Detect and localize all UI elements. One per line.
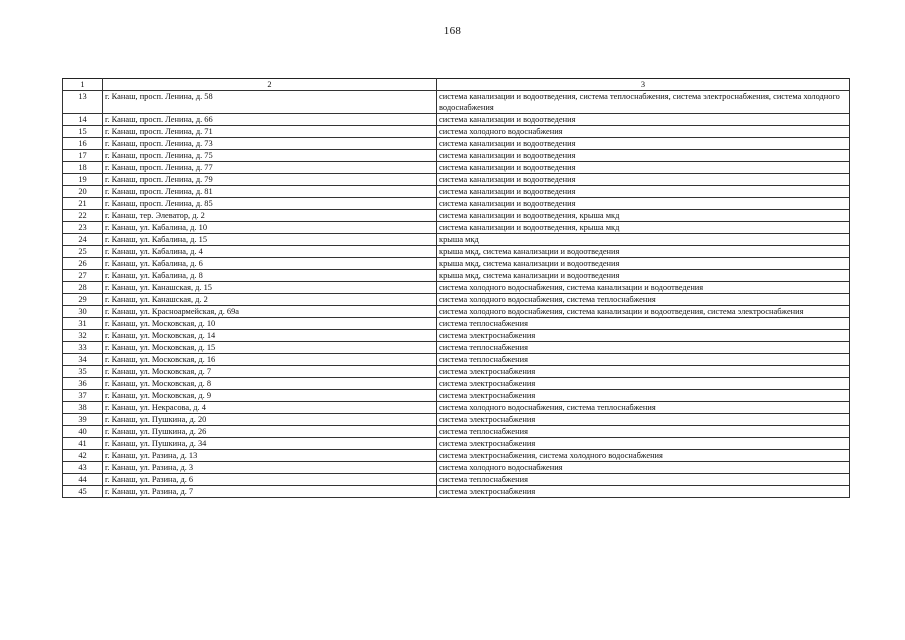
row-systems: крыша мкд, система канализации и водоотведения (437, 270, 850, 282)
row-address: г. Канаш, просп. Ленина, д. 66 (103, 114, 437, 126)
table-row (63, 486, 850, 498)
row-address: г. Канаш, ул. Московская, д. 7 (103, 366, 437, 378)
row-systems: система теплоснабжения (437, 354, 850, 366)
table-row (63, 246, 850, 258)
row-number: 14 (63, 114, 103, 126)
table-row (63, 270, 850, 282)
row-address: г. Канаш, ул. Разина, д. 7 (103, 486, 437, 498)
row-number: 15 (63, 126, 103, 138)
row-systems: система канализации и водоотведения (437, 162, 850, 174)
row-address: г. Канаш, ул. Московская, д. 10 (103, 318, 437, 330)
table-row (63, 198, 850, 210)
row-number: 25 (63, 246, 103, 258)
row-systems: система электроснабжения (437, 438, 850, 450)
row-systems: система теплоснабжения (437, 474, 850, 486)
row-number: 20 (63, 186, 103, 198)
row-systems: система электроснабжения (437, 486, 850, 498)
row-number: 40 (63, 426, 103, 438)
row-systems: система канализации и водоотведения (437, 138, 850, 150)
row-number: 16 (63, 138, 103, 150)
row-address: г. Канаш, просп. Ленина, д. 85 (103, 198, 437, 210)
row-number: 34 (63, 354, 103, 366)
table-row (63, 306, 850, 318)
row-address: г. Канаш, ул. Разина, д. 3 (103, 462, 437, 474)
row-address: г. Канаш, ул. Московская, д. 9 (103, 390, 437, 402)
row-number: 31 (63, 318, 103, 330)
row-number: 18 (63, 162, 103, 174)
table-row (63, 402, 850, 414)
table-row (63, 378, 850, 390)
row-address: г. Канаш, ул. Кабалина, д. 4 (103, 246, 437, 258)
row-systems: крыша мкд, система канализации и водоотведения (437, 258, 850, 270)
row-systems: система электроснабжения (437, 366, 850, 378)
row-systems: система канализации и водоотведения (437, 150, 850, 162)
row-systems: система канализации и водоотведения, система теплоснабжения, система электроснабжения, система холодного водоснабжения (437, 91, 850, 114)
row-address: г. Канаш, просп. Ленина, д. 58 (103, 91, 437, 114)
row-systems: система теплоснабжения (437, 426, 850, 438)
table-row (63, 462, 850, 474)
row-systems: система канализации и водоотведения (437, 186, 850, 198)
table-row (63, 91, 850, 114)
row-systems: система электроснабжения (437, 378, 850, 390)
table-row (63, 126, 850, 138)
table-row (63, 282, 850, 294)
row-number: 43 (63, 462, 103, 474)
row-address: г. Канаш, ул. Канашская, д. 15 (103, 282, 437, 294)
row-address: г. Канаш, просп. Ленина, д. 77 (103, 162, 437, 174)
table-row (63, 210, 850, 222)
row-number: 39 (63, 414, 103, 426)
table-row (63, 174, 850, 186)
row-number: 24 (63, 234, 103, 246)
header-col-1: 1 (63, 79, 103, 91)
table-row (63, 390, 850, 402)
row-number: 13 (63, 91, 103, 114)
row-systems: система холодного водоснабжения (437, 462, 850, 474)
table-row (63, 186, 850, 198)
table-row (63, 342, 850, 354)
row-address: г. Канаш, ул. Московская, д. 15 (103, 342, 437, 354)
row-address: г. Канаш, ул. Кабалина, д. 8 (103, 270, 437, 282)
registry-table (62, 78, 850, 498)
table-body (63, 91, 850, 498)
row-systems: система канализации и водоотведения (437, 174, 850, 186)
table-row (63, 222, 850, 234)
table-row (63, 438, 850, 450)
row-number: 36 (63, 378, 103, 390)
table-row (63, 414, 850, 426)
row-address: г. Канаш, тер. Элеватор, д. 2 (103, 210, 437, 222)
row-number: 22 (63, 210, 103, 222)
table-row (63, 150, 850, 162)
row-number: 28 (63, 282, 103, 294)
table-row (63, 474, 850, 486)
row-address: г. Канаш, ул. Пушкина, д. 26 (103, 426, 437, 438)
row-systems: система электроснабжения, система холодного водоснабжения (437, 450, 850, 462)
page-number: 168 (443, 25, 462, 37)
row-address: г. Канаш, ул. Некрасова, д. 4 (103, 402, 437, 414)
table-row (63, 234, 850, 246)
row-address: г. Канаш, ул. Разина, д. 6 (103, 474, 437, 486)
row-number: 27 (63, 270, 103, 282)
header-col-2: 2 (103, 79, 437, 91)
row-systems: система канализации и водоотведения (437, 114, 850, 126)
row-systems: система канализации и водоотведения, крыша мкд (437, 210, 850, 222)
row-address: г. Канаш, ул. Пушкина, д. 34 (103, 438, 437, 450)
row-address: г. Канаш, ул. Московская, д. 16 (103, 354, 437, 366)
row-address: г. Канаш, ул. Канашская, д. 2 (103, 294, 437, 306)
table-row (63, 366, 850, 378)
row-number: 19 (63, 174, 103, 186)
row-number: 21 (63, 198, 103, 210)
row-systems: система холодного водоснабжения, система канализации и водоотведения (437, 282, 850, 294)
row-address: г. Канаш, ул. Пушкина, д. 20 (103, 414, 437, 426)
row-address: г. Канаш, просп. Ленина, д. 79 (103, 174, 437, 186)
row-number: 41 (63, 438, 103, 450)
row-systems: система холодного водоснабжения, система теплоснабжения (437, 294, 850, 306)
row-address: г. Канаш, просп. Ленина, д. 75 (103, 150, 437, 162)
header-col-3: 3 (437, 79, 850, 91)
row-number: 32 (63, 330, 103, 342)
row-systems: система канализации и водоотведения (437, 198, 850, 210)
row-address: г. Канаш, ул. Московская, д. 14 (103, 330, 437, 342)
row-systems: система холодного водоснабжения (437, 126, 850, 138)
row-number: 29 (63, 294, 103, 306)
row-address: г. Канаш, ул. Московская, д. 8 (103, 378, 437, 390)
header-row (63, 79, 850, 91)
row-number: 23 (63, 222, 103, 234)
row-number: 45 (63, 486, 103, 498)
table-row (63, 426, 850, 438)
table-row (63, 318, 850, 330)
table-row (63, 450, 850, 462)
row-address: г. Канаш, просп. Ленина, д. 81 (103, 186, 437, 198)
row-systems: система канализации и водоотведения, крыша мкд (437, 222, 850, 234)
row-address: г. Канаш, ул. Разина, д. 13 (103, 450, 437, 462)
table-row (63, 258, 850, 270)
row-address: г. Канаш, ул. Кабалина, д. 15 (103, 234, 437, 246)
table-header (63, 79, 850, 91)
row-systems: система теплоснабжения (437, 342, 850, 354)
row-number: 38 (63, 402, 103, 414)
row-number: 33 (63, 342, 103, 354)
row-systems: крыша мкд, система канализации и водоотведения (437, 246, 850, 258)
row-address: г. Канаш, ул. Красноармейская, д. 69а (103, 306, 437, 318)
row-number: 42 (63, 450, 103, 462)
table-row (63, 138, 850, 150)
row-number: 17 (63, 150, 103, 162)
row-address: г. Канаш, просп. Ленина, д. 73 (103, 138, 437, 150)
table-row (63, 162, 850, 174)
row-number: 37 (63, 390, 103, 402)
row-number: 44 (63, 474, 103, 486)
row-systems: система электроснабжения (437, 390, 850, 402)
row-address: г. Канаш, ул. Кабалина, д. 10 (103, 222, 437, 234)
row-systems: система холодного водоснабжения, система канализации и водоотведения, система электроснабжения (437, 306, 850, 318)
row-number: 35 (63, 366, 103, 378)
row-systems: система электроснабжения (437, 330, 850, 342)
row-systems: система электроснабжения (437, 414, 850, 426)
row-address: г. Канаш, ул. Кабалина, д. 6 (103, 258, 437, 270)
row-number: 30 (63, 306, 103, 318)
row-systems: система холодного водоснабжения, система теплоснабжения (437, 402, 850, 414)
row-systems: крыша мкд (437, 234, 850, 246)
table-row (63, 330, 850, 342)
row-systems: система теплоснабжения (437, 318, 850, 330)
row-address: г. Канаш, просп. Ленина, д. 71 (103, 126, 437, 138)
table-row (63, 114, 850, 126)
table-row (63, 294, 850, 306)
row-number: 26 (63, 258, 103, 270)
table-row (63, 354, 850, 366)
